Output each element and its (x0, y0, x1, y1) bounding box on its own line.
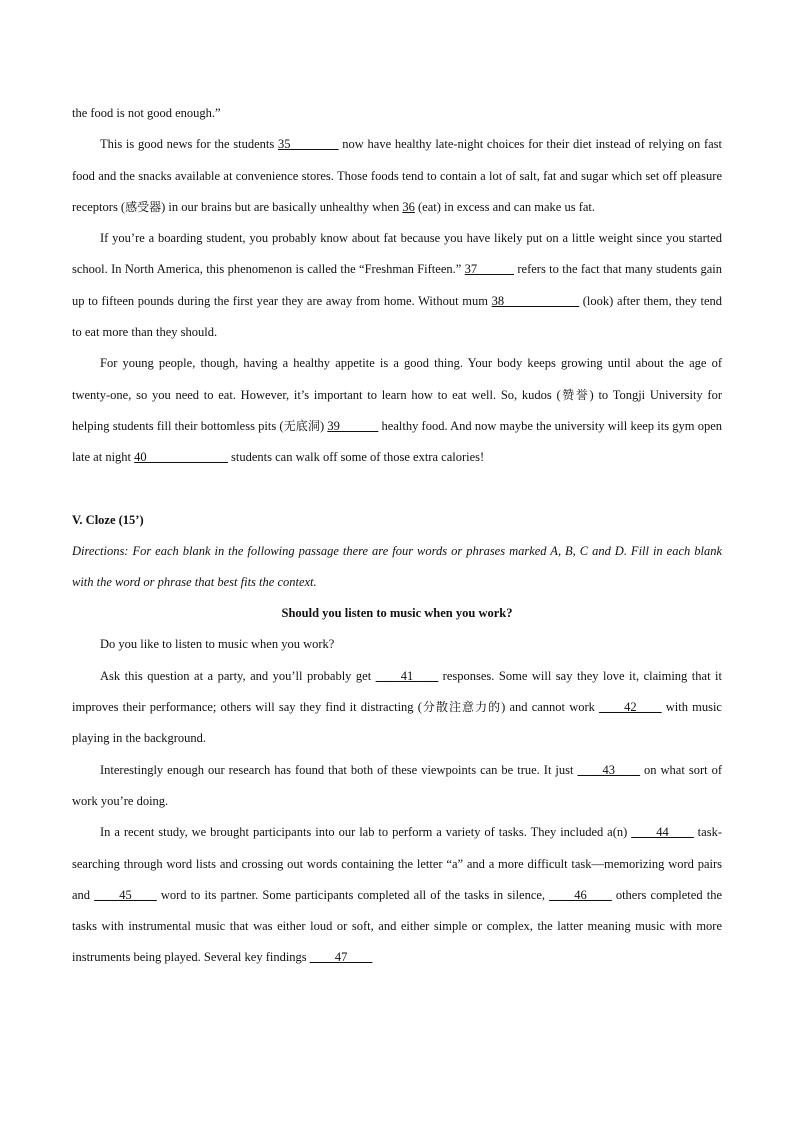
passage-title: Should you listen to music when you work? (281, 606, 513, 621)
answer-blank-42: ____42____ (599, 700, 662, 715)
cjk-gloss: 无底洞 (283, 418, 320, 433)
text: (eat) in excess and can make us fat. (414, 199, 596, 214)
answer-blank-40: 40_____________ (134, 450, 228, 465)
paragraph (72, 223, 722, 348)
text: ) to Tongji University for helping students fill their bottomless pits ( (72, 387, 722, 433)
text: This is good news for the students (100, 137, 278, 152)
answer-blank-41: ____41____ (375, 668, 439, 683)
text: For young people, though, having a healthy appetite is a good thing. Your body keeps growing until about the age of twenty-one, so you need to eat. However, it’s important to learn how to eat well. So, kudos ( (72, 356, 722, 402)
answer-blank-44: ____44____ (631, 825, 694, 840)
text: others completed the tasks with instrumental music that was either loud or soft, and either simple or complex, the latter meaning music with more instruments being played. Several key findings (72, 887, 722, 965)
answer-blank-36: 36 (402, 199, 415, 214)
text: on what sort of work you’re doing. (72, 762, 722, 808)
text: ) (319, 418, 328, 433)
answer-blank-43: ____43____ (577, 762, 641, 777)
text: ) in our brains but are basically unhealthy when (161, 199, 403, 214)
text: healthy food. And now maybe the university will keep its gym open late at night (72, 418, 722, 465)
text: Interestingly enough our research has found that both of these viewpoints can be true. It just (100, 762, 578, 777)
cjk-gloss: 赞誉 (560, 387, 590, 402)
answer-blank-38: 38____________ (491, 293, 580, 308)
text: In a recent study, we brought participants into our lab to perform a variety of tasks. They included a(n) (100, 825, 632, 840)
cjk-gloss: 分散注意力的 (421, 700, 502, 715)
paragraph: the food is not good enough.” (72, 106, 221, 120)
text: with music playing in the background. (72, 700, 722, 746)
answer-blank-45: ____45____ (94, 887, 157, 902)
paragraph: Do you like to listen to music when you work? (100, 637, 335, 652)
cjk-gloss: 感受器 (125, 199, 162, 214)
text: task-searching through word lists and crossing out words containing the letter “a” and a more difficult task—memorizing word pairs and (72, 825, 722, 902)
paragraph (72, 129, 722, 223)
answer-blank-39: 39 (327, 418, 379, 433)
text: now have healthy late-night choices for their diet instead of relying on fast food and the snacks available at convenience stores. Those foods tend to contain a lot of salt, fat and sugar which set off pleasure receptors ( (72, 137, 723, 214)
answer-blank-35: 35 (277, 137, 339, 152)
answer-blank-47: ____47____ (309, 950, 373, 965)
paragraph (72, 348, 722, 473)
text: Ask this question at a party, and you’ll probably get (100, 668, 376, 683)
text: students can walk off some of those extra calories! (227, 450, 485, 465)
text: (look) after them, they tend to eat more than they should. (72, 293, 722, 340)
paragraph (72, 755, 722, 818)
directions: Directions: For each blank in the following passage there are four words or phrases marked A, B, C and D. Fill in each blank with the word or phrase that best fits the context. (72, 543, 722, 589)
section-heading: V. Cloze (15’) (72, 512, 144, 527)
text: word to its partner. Some participants completed all of the tasks in silence, (156, 887, 550, 902)
document-page (72, 98, 722, 974)
text: responses. Some will say they love it, claiming that it improves their performance; others will say they find it distracting ( (72, 668, 722, 715)
answer-blank-37: 37 (464, 262, 515, 277)
text: refers to the fact that many students gain up to fifteen pounds during the first year they are away from home. Without mum (72, 262, 722, 308)
answer-blank-46: ____46____ (549, 887, 612, 902)
paragraph (72, 661, 722, 755)
text: ) and cannot work (501, 700, 600, 715)
paragraph (72, 817, 722, 973)
text: If you’re a boarding student, you probably know about fat because you have likely put on a little weight since you started school. In North America, this phenomenon is called the “Freshman Fifteen.” (72, 231, 722, 277)
